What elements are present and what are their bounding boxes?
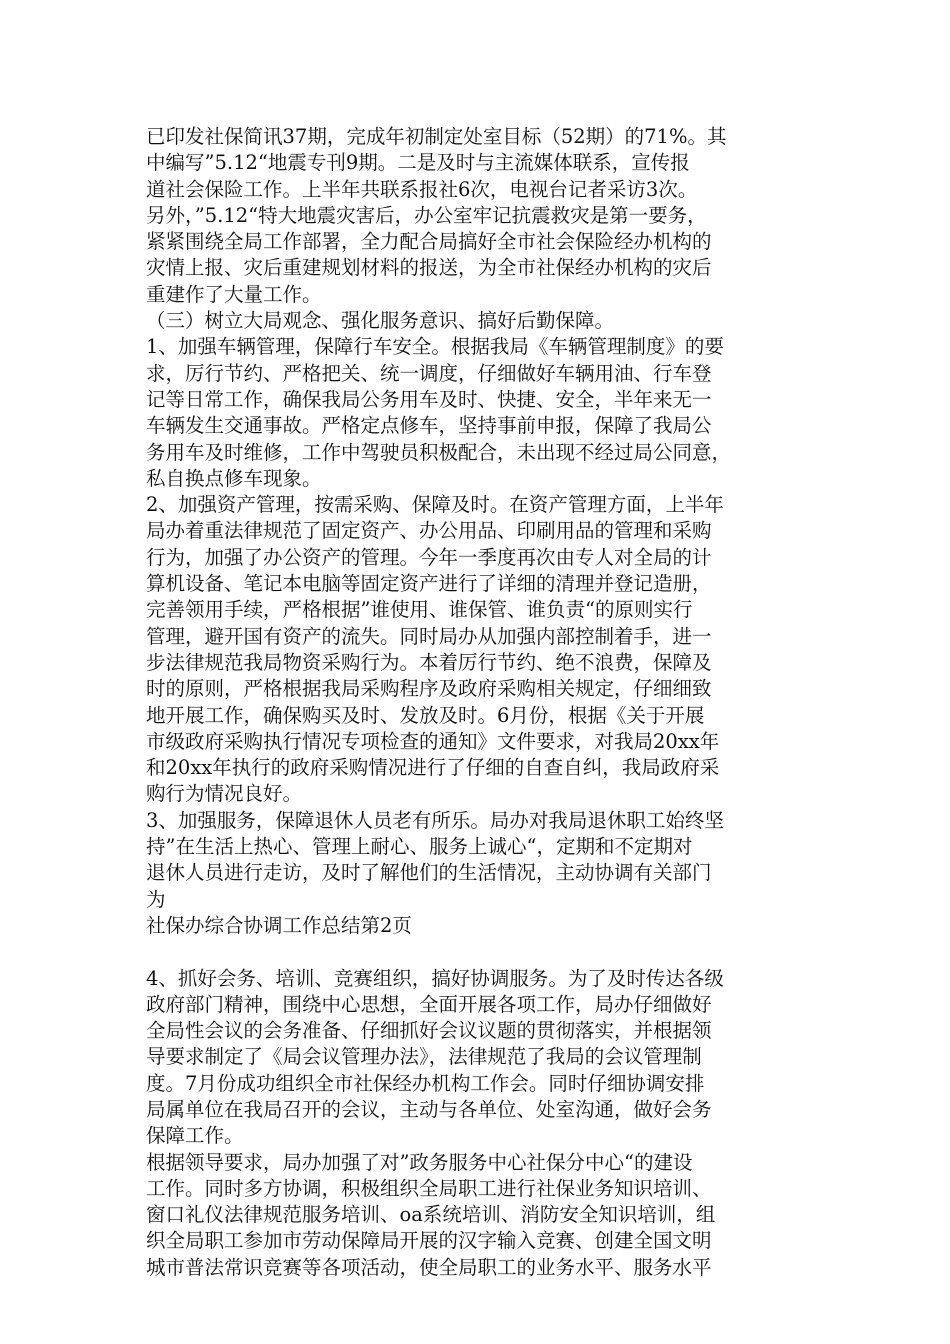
text-line: 务用车及时维修，工作中驾驶员积极配合，未出现不经过局公同意， [146,440,732,464]
text-line: 局属单位在我局召开的会议，主动与各单位、处室沟通，做好会务 [146,1097,712,1121]
text-line: 全局性会议的会务准备、仔细抓好会议议题的贯彻落实，并根据领 [146,1019,712,1043]
text-line: 购行为情况良好。 [146,782,303,806]
paragraph-gap [146,939,814,965]
text-line: 4、抓好会务、培训、竞赛组织，搞好协调服务。为了及时传达各级 [146,966,724,990]
text-line: 和20xx年执行的政府采购情况进行了仔细的自查自纠，我局政府采 [146,756,720,780]
text-line: 中编写”5.12“地震专刊9期。二是及时与主流媒体联系，宣传报 [146,151,690,175]
text-line: 3、加强服务，保障退休人员老有所乐。局办对我局退休职工始终坚 [146,808,724,832]
text-line: 局办着重法律规范了固定资产、办公用品、印刷用品的管理和采购 [146,519,712,543]
text-line: 车辆发生交通事故。严格定点修车，坚持事前申报，保障了我局公 [146,414,712,438]
text-line: 另外，”5.12“特大地震灾害后，办公室牢记抗震救灾是第一要务， [146,203,707,227]
text-line: 算机设备、笔记本电脑等固定资产进行了详细的清理并登记造册， [146,572,712,596]
text-line: 保障工作。 [146,1124,244,1148]
document-page [146,124,814,1281]
page-footer: 社保办综合协调工作总结第2页 [146,913,412,937]
text-line: 重建作了大量工作。 [146,282,322,306]
text-line: 持”在生活上热心、管理上耐心、服务上诚心“，定期和不定期对 [146,835,693,859]
text-line: 政府部门精神，围绕中心思想，全面开展各项工作，局办仔细做好 [146,992,712,1016]
text-line: 织全局职工参加市劳动保障局开展的汉字输入竞赛、创建全国文明 [146,1229,712,1253]
text-line: 为 [146,887,166,911]
text-line: 城市普法常识竞赛等各项活动，使全局职工的业务水平、服务水平 [146,1255,712,1279]
document-body-part-1 [146,124,814,939]
text-line: 步法律规范我局物资采购行为。本着厉行节约、绝不浪费，保障及 [146,650,712,674]
text-line: 完善领用手续，严格根据”谁使用、谁保管、谁负责“的原则实行 [146,598,693,622]
text-line: 已印发社保简讯37期，完成年初制定处室目标（52期）的71%。其 [146,125,727,148]
document-body-part-2 [146,966,814,1282]
text-line: 私自换点修车现象。 [146,466,322,490]
text-line: 行为，加强了办公资产的管理。今年一季度再次由专人对全局的计 [146,545,712,569]
text-line: 2、加强资产管理，按需采购、保障及时。在资产管理方面，上半年 [146,493,724,517]
text-line: 市级政府采购执行情况专项检查的通知》文件要求，对我局20xx年 [146,729,720,753]
text-line: 记等日常工作，确保我局公务用车及时、快捷、安全，半年来无一 [146,387,712,411]
text-line: 工作。同时多方协调，积极组织全局职工进行社保业务知识培训、 [146,1176,712,1200]
text-line: 管理，避开国有资产的流失。同时局办从加强内部控制着手，进一 [146,624,712,648]
text-line: 导要求制定了《局会议管理办法》，法律规范了我局的会议管理制 [146,1045,702,1069]
text-line: 时的原则，严格根据我局采购程序及政府采购相关规定，仔细细致 [146,677,712,701]
text-line: 退休人员进行走访，及时了解他们的生活情况，主动协调有关部门 [146,861,712,885]
text-line: 灾情上报、灾后重建规划材料的报送，为全市社保经办机构的灾后 [146,256,712,280]
text-line: 地开展工作，确保购买及时、发放及时。6月份，根据《关于开展 [146,703,705,727]
text-line: 道社会保险工作。上半年共联系报社6次，电视台记者采访3次。 [146,177,698,201]
text-line: 窗口礼仪法律规范服务培训、oa系统培训、消防安全知识培训，组 [146,1203,716,1227]
text-line: 1、加强车辆管理，保障行车安全。根据我局《车辆管理制度》的要 [146,335,724,359]
section-heading: （三）树立大局观念、强化服务意识、搞好后勤保障。 [146,309,615,333]
text-line: 度。7月份成功组织全市社保经办机构工作会。同时仔细协调安排 [146,1071,705,1095]
text-line: 根据领导要求，局办加强了对”政务服务中心社保分中心“的建设 [146,1150,693,1174]
text-line: 求，厉行节约、严格把关、统一调度，仔细做好车辆用油、行车登 [146,361,712,385]
text-line: 紧紧围绕全局工作部署，全力配合局搞好全市社会保险经办机构的 [146,230,712,254]
